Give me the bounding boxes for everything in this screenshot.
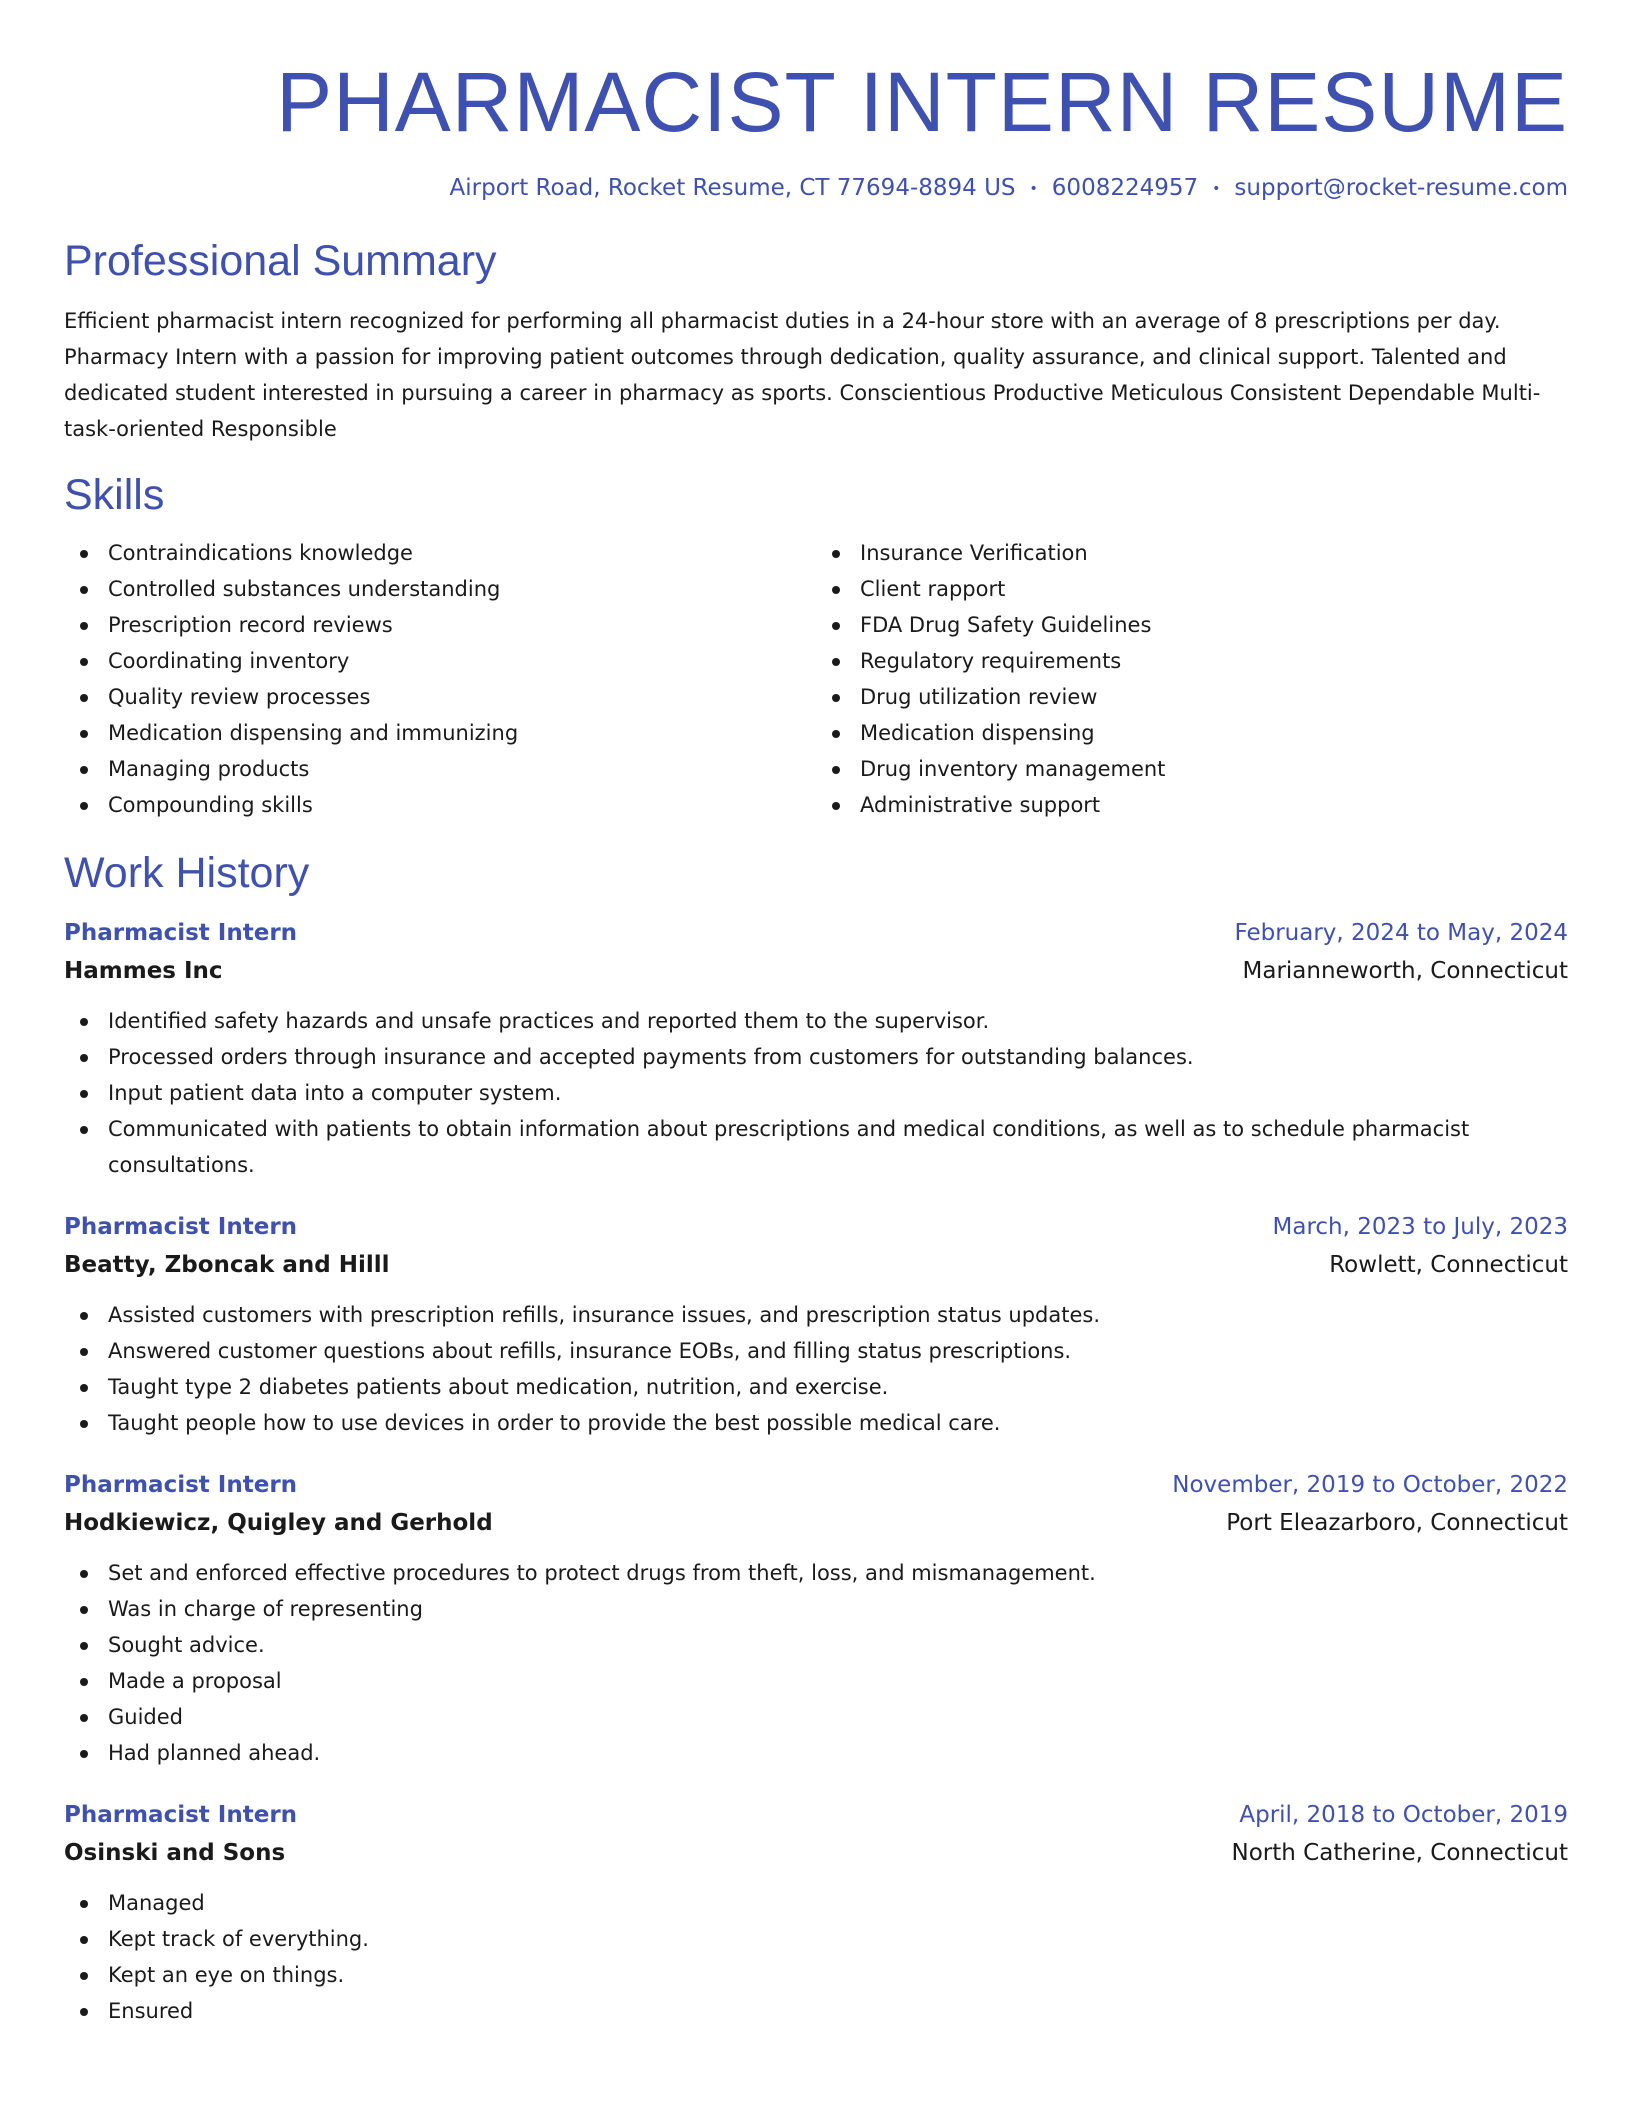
summary-text: Efficient pharmacist intern recognized for performing all pharmacist duties in a 24-hour store with an average of 8 prescriptions per day. Pharmacy Intern with a passion for improving patient outcomes through dedication, quality assurance, and clinical support. Talented and dedicated student interested in pursuing a career in pharmacy as sports. Conscientious Productive Meticulous Consistent Dependable Multi-task-oriented Responsible (64, 308, 1541, 441)
job-location: Rowlett, Connecticut (1329, 1251, 1568, 1278)
job-title: Pharmacist Intern (64, 919, 298, 946)
job-entry (64, 1467, 1568, 1771)
job-company: Hodkiewicz, Quigley and Gerhold (64, 1509, 493, 1536)
skill-item: Compounding skills (64, 787, 816, 823)
skill-item: Medication dispensing and immunizing (64, 715, 816, 751)
contact-separator: • (1212, 180, 1221, 197)
job-company: Osinski and Sons (64, 1839, 286, 1866)
skill-item: Contraindications knowledge (64, 535, 816, 571)
job-location: North Catherine, Connecticut (1231, 1839, 1568, 1866)
skill-item: Administrative support (816, 787, 1568, 823)
job-bullet: Guided (64, 1699, 1568, 1735)
job-bullet: Processed orders through insurance and accepted payments from customers for outstanding balances. (64, 1039, 1568, 1075)
job-title: Pharmacist Intern (64, 1213, 298, 1240)
job-bullet: Made a proposal (64, 1663, 1568, 1699)
skill-item: Coordinating inventory (64, 643, 816, 679)
job-bullet: Taught type 2 diabetes patients about medication, nutrition, and exercise. (64, 1369, 1568, 1405)
skill-item: Quality review processes (64, 679, 816, 715)
job-company: Beatty, Zboncak and Hilll (64, 1251, 390, 1278)
contact-phone: 6008224957 (1051, 175, 1199, 201)
skill-item: Controlled substances understanding (64, 571, 816, 607)
job-bullet: Input patient data into a computer system. (64, 1075, 1568, 1111)
skill-item: Regulatory requirements (816, 643, 1568, 679)
job-bullet: Assisted customers with prescription refills, insurance issues, and prescription status updates. (64, 1297, 1568, 1333)
job-dates: March, 2023 to July, 2023 (1272, 1213, 1568, 1240)
skills-column-right (816, 535, 1568, 823)
resume-title: PHARMACIST INTERN RESUME (276, 55, 1568, 149)
job-bullet: Set and enforced effective procedures to protect drugs from theft, loss, and mismanagement. (64, 1555, 1568, 1591)
job-location: Marianneworth, Connecticut (1242, 957, 1568, 984)
resume-header (64, 0, 1568, 205)
job-entry (64, 1209, 1568, 1441)
contact-email[interactable]: support@rocket-resume.com (1234, 175, 1568, 201)
skills-heading: Skills (64, 470, 165, 519)
skill-item: Medication dispensing (816, 715, 1568, 751)
job-bullet: Sought advice. (64, 1627, 1568, 1663)
skill-item: Prescription record reviews (64, 607, 816, 643)
job-entry (64, 915, 1568, 1183)
job-dates: February, 2024 to May, 2024 (1234, 919, 1568, 946)
job-bullet: Had planned ahead. (64, 1735, 1568, 1771)
job-title: Pharmacist Intern (64, 1801, 298, 1828)
contact-line (64, 172, 1568, 205)
skills-column-left (64, 535, 816, 823)
skill-item: Client rapport (816, 571, 1568, 607)
job-entry (64, 1797, 1568, 2029)
skills-grid (64, 535, 1568, 823)
job-bullet: Answered customer questions about refills, insurance EOBs, and filling status prescriptions. (64, 1333, 1568, 1369)
job-bullet: Managed (64, 1885, 1568, 1921)
skill-item: Drug utilization review (816, 679, 1568, 715)
job-title: Pharmacist Intern (64, 1471, 298, 1498)
job-dates: November, 2019 to October, 2022 (1172, 1471, 1568, 1498)
resume-page (64, 0, 1568, 2112)
job-bullet: Was in charge of representing (64, 1591, 1568, 1627)
skill-item: Drug inventory management (816, 751, 1568, 787)
job-bullet: Kept an eye on things. (64, 1957, 1568, 1993)
skill-item: Insurance Verification (816, 535, 1568, 571)
contact-address: Airport Road, Rocket Resume, CT 77694-8894 US (449, 175, 1016, 201)
job-bullet: Kept track of everything. (64, 1921, 1568, 1957)
job-bullet: Identified safety hazards and unsafe practices and reported them to the supervisor. (64, 1003, 1568, 1039)
job-bullet: Communicated with patients to obtain information about prescriptions and medical conditions, as well as to schedule pharmacist consultations. (64, 1111, 1568, 1183)
work-history-heading: Work History (64, 848, 310, 897)
skill-item: FDA Drug Safety Guidelines (816, 607, 1568, 643)
job-location: Port Eleazarboro, Connecticut (1226, 1509, 1568, 1536)
job-bullet: Ensured (64, 1993, 1568, 2029)
job-company: Hammes Inc (64, 957, 223, 984)
job-dates: April, 2018 to October, 2019 (1239, 1801, 1568, 1828)
contact-separator: • (1029, 180, 1038, 197)
job-bullet: Taught people how to use devices in order to provide the best possible medical care. (64, 1405, 1568, 1441)
summary-heading: Professional Summary (64, 236, 497, 285)
skill-item: Managing products (64, 751, 816, 787)
